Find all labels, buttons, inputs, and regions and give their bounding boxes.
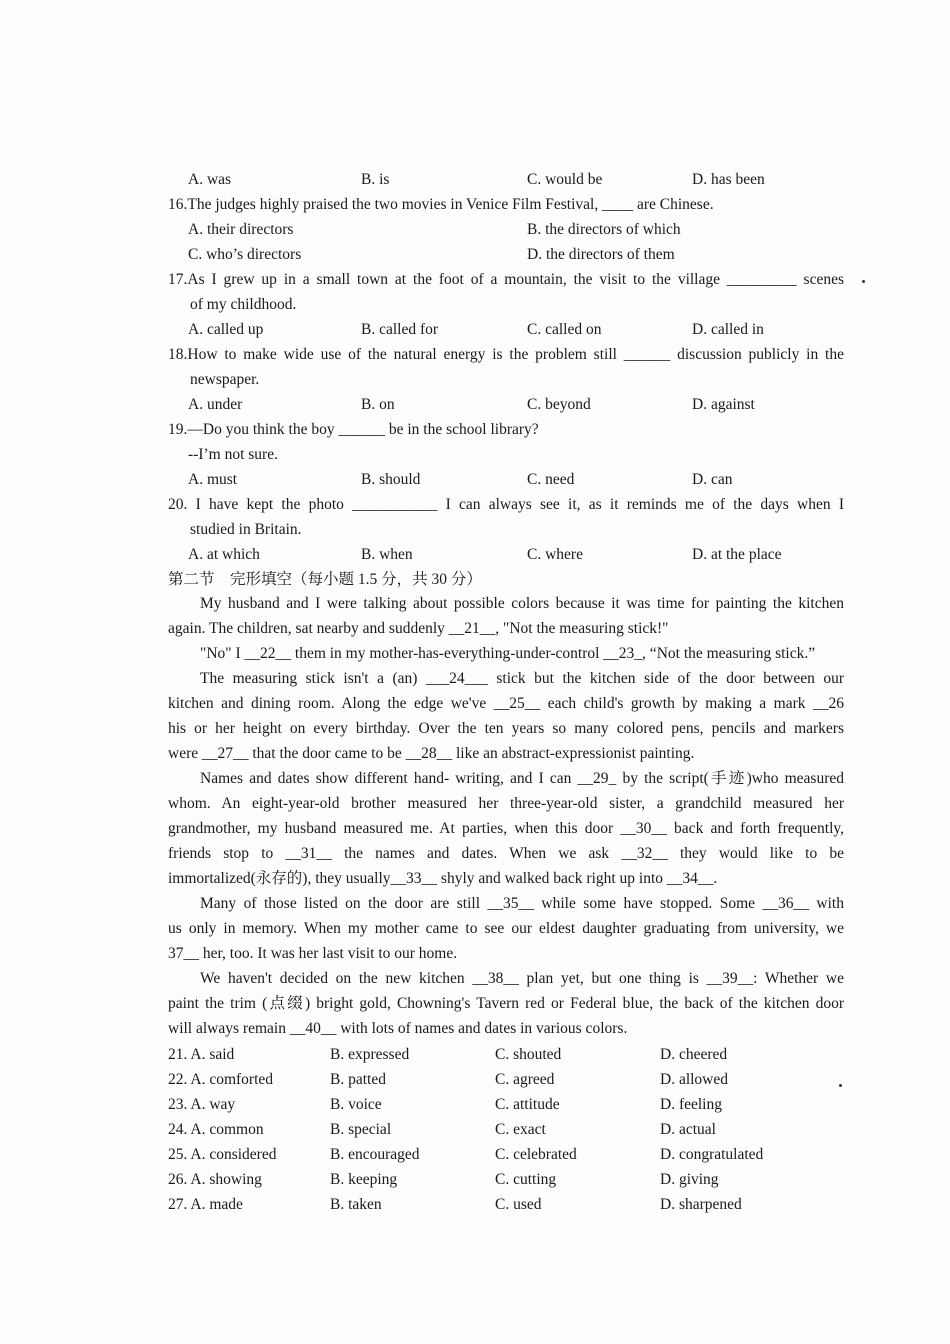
q20-stem-line1: 20. I have kept the photo ___________ I can always see it, as it reminds me of the days when I <box>168 496 844 513</box>
answer-option: C. shouted <box>495 1046 562 1063</box>
passage-line: will always remain __40__ with lots of names and dates in various colors. <box>168 1020 628 1037</box>
answer-option: B. expressed <box>330 1046 410 1063</box>
answer-option: B. voice <box>330 1096 382 1113</box>
q18-option-a: A. under <box>188 396 243 413</box>
passage-line: grandmother, my husband measured me. At parties, when this door __30__ back and forth frequently, <box>168 820 844 837</box>
q20-stem-line2: studied in Britain. <box>190 521 302 538</box>
answer-option: C. exact <box>495 1121 546 1138</box>
answer-option: B. patted <box>330 1071 386 1088</box>
passage-line: paint the trim (点缀) bright gold, Chowning's Tavern red or Federal blue, the back of the kitchen door <box>168 995 844 1012</box>
q16-stem: 16.The judges highly praised the two movies in Venice Film Festival, ____ are Chinese. <box>168 196 714 213</box>
answer-option: D. actual <box>660 1121 716 1138</box>
q16-option-d: D. the directors of them <box>527 246 675 263</box>
answer-option: B. special <box>330 1121 392 1138</box>
q18-option-c: C. beyond <box>527 396 591 413</box>
q19-option-c: C. need <box>527 471 575 488</box>
passage-line: Many of those listed on the door are still __35__ while some have stopped. Some __36__ with <box>200 895 844 912</box>
q19-stem-line1: 19.—Do you think the boy ______ be in the school library? <box>168 421 539 438</box>
passage-line: us only in memory. When my mother came to see our eldest daughter graduating from university, we <box>168 920 844 937</box>
scan-speck <box>862 280 865 283</box>
q17-stem-line1: 17.As I grew up in a small town at the foot of a mountain, the visit to the village _________ scenes <box>168 271 844 288</box>
passage-line: The measuring stick isn't a (an) ___24___ stick but the kitchen side of the door between our <box>200 670 844 687</box>
passage-line: friends stop to __31__ the names and dates. When we ask __32__ they would like to be <box>168 845 844 862</box>
passage-line: We haven't decided on the new kitchen __38__ plan yet, but one thing is __39__: Whether we <box>200 970 844 987</box>
q17-option-c: C. called on <box>527 321 602 338</box>
q20-option-a: A. at which <box>188 546 260 563</box>
passage-line: My husband and I were talking about possible colors because it was time for painting the kitchen <box>200 595 844 612</box>
q19-option-b: B. should <box>361 471 421 488</box>
answer-option: 25. A. considered <box>168 1146 277 1163</box>
answer-option: C. celebrated <box>495 1146 577 1163</box>
answer-option: B. keeping <box>330 1171 398 1188</box>
q15-option-b: B. is <box>361 171 390 188</box>
passage-line: whom. An eight-year-old brother measured her three-year-old sister, a grandchild measured her <box>168 795 844 812</box>
answer-option: 23. A. way <box>168 1096 236 1113</box>
answer-option: D. cheered <box>660 1046 728 1063</box>
q17-option-a: A. called up <box>188 321 264 338</box>
q20-option-b: B. when <box>361 546 413 563</box>
q19-option-a: A. must <box>188 471 238 488</box>
answer-option: D. feeling <box>660 1096 722 1113</box>
q15-option-c: C. would be <box>527 171 603 188</box>
q19-option-d: D. can <box>692 471 733 488</box>
passage-line: 37__ her, too. It was her last visit to our home. <box>168 945 458 962</box>
answer-option: C. used <box>495 1196 542 1213</box>
q18-option-b: B. on <box>361 396 395 413</box>
q17-option-d: D. called in <box>692 321 764 338</box>
q20-option-c: C. where <box>527 546 583 563</box>
q15-option-d: D. has been <box>692 171 765 188</box>
answer-option: D. giving <box>660 1171 719 1188</box>
answer-option: 21. A. said <box>168 1046 235 1063</box>
passage-line: were __27__ that the door came to be __28__ like an abstract-expressionist painting. <box>168 745 695 762</box>
q18-stem-line2: newspaper. <box>190 371 260 388</box>
answer-option: 24. A. common <box>168 1121 264 1138</box>
q18-stem-line1: 18.How to make wide use of the natural energy is the problem still ______ discussion publicly in the <box>168 346 844 363</box>
answer-option: 22. A. comforted <box>168 1071 274 1088</box>
answer-option: B. taken <box>330 1196 382 1213</box>
q17-stem-line2: of my childhood. <box>190 296 297 313</box>
passage-line: immortalized(永存的), they usually__33__ shyly and walked back right up into __34__. <box>168 870 718 887</box>
answer-option: C. agreed <box>495 1071 555 1088</box>
q15-option-a: A. was <box>188 171 232 188</box>
answer-option: C. attitude <box>495 1096 560 1113</box>
scan-speck <box>839 1084 842 1087</box>
passage-line: "No" I __22__ them in my mother-has-everything-under-control __23_, “Not the measuring stick.” <box>200 645 816 662</box>
answer-option: D. sharpened <box>660 1196 742 1213</box>
passage-line: his or her height on every birthday. Over the ten years so many colored pens, pencils and markers <box>168 720 844 737</box>
answer-option: 26. A. showing <box>168 1171 262 1188</box>
q19-stem-line2: --I’m not sure. <box>188 446 278 463</box>
answer-option: 27. A. made <box>168 1196 243 1213</box>
answer-option: B. encouraged <box>330 1146 420 1163</box>
section-header: 第二节 完形填空（每小题 1.5 分，共 30 分） <box>168 571 482 588</box>
q20-option-d: D. at the place <box>692 546 782 563</box>
q18-option-d: D. against <box>692 396 755 413</box>
passage-line: kitchen and dining room. Along the edge we've __25__ each child's growth by making a mark __26 <box>168 695 844 712</box>
q17-option-b: B. called for <box>361 321 439 338</box>
answer-option: D. congratulated <box>660 1146 764 1163</box>
q16-option-b: B. the directors of which <box>527 221 681 238</box>
answer-option: D. allowed <box>660 1071 729 1088</box>
q16-option-c: C. who’s directors <box>188 246 302 263</box>
passage-line: Names and dates show different hand- writing, and I can __29_ by the script(手迹)who measured <box>200 770 844 787</box>
passage-line: again. The children, sat nearby and suddenly __21__, "Not the measuring stick!" <box>168 620 669 637</box>
answer-option: C. cutting <box>495 1171 557 1188</box>
q16-option-a: A. their directors <box>188 221 294 238</box>
